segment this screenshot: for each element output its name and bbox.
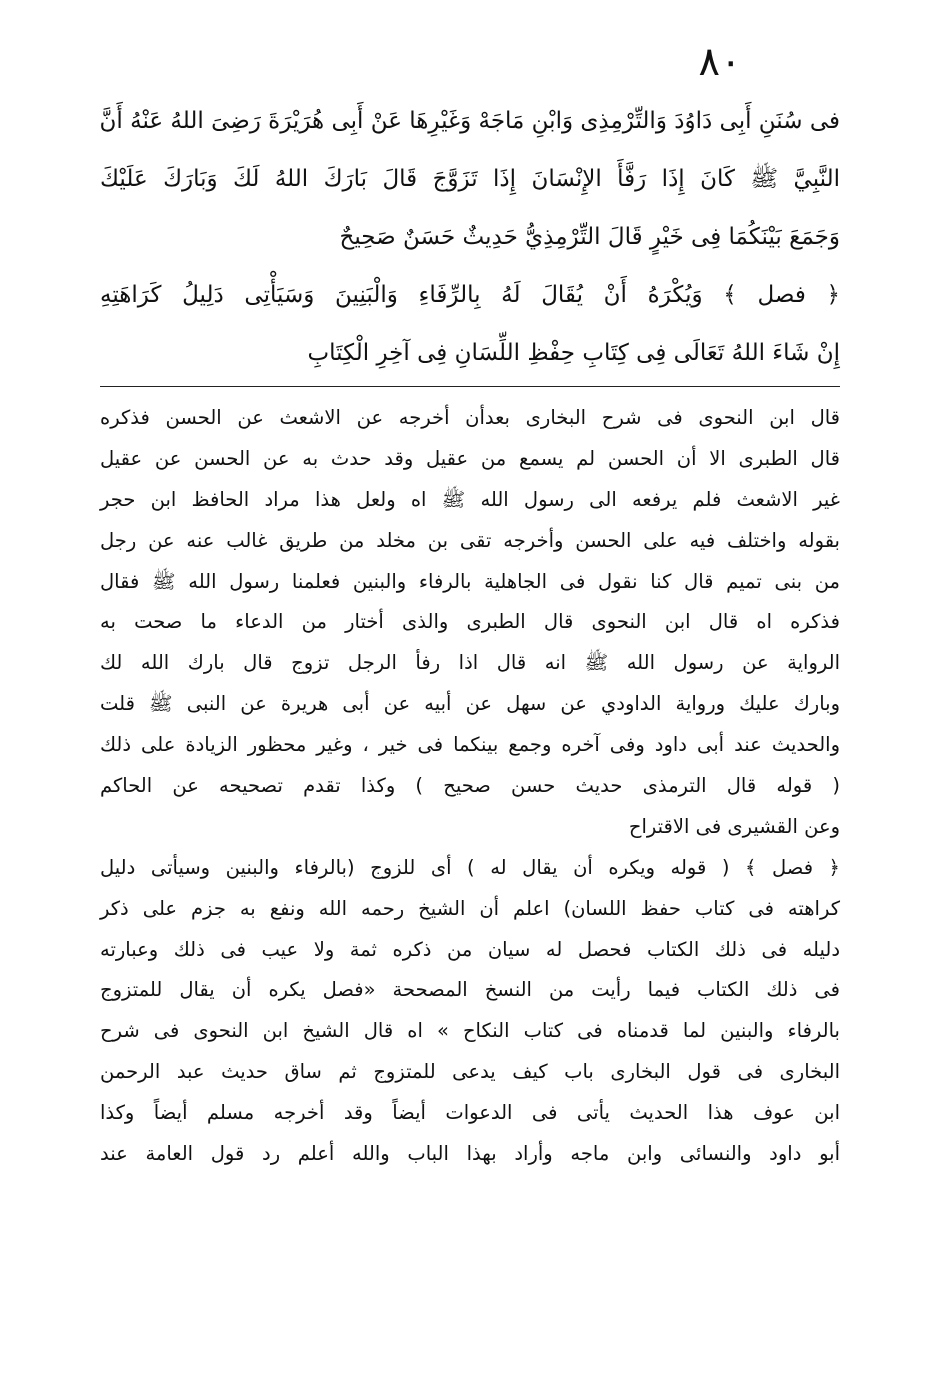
main-text-line: إِنْ شَاءَ اللهُ تَعَالَى فِى كِتَابِ حِفْظِ اللِّسَانِ فِى آخِرِ الْكِتَابِ — [307, 340, 840, 366]
commentary-line: قال الطبرى الا أن الحسن لم يسمع من عقيل وقد حدث به عن الحسن عن عقيل — [100, 446, 840, 470]
main-text-line: وَجَمَعَ بَيْنَكُمَا فِى خَيْرٍ قَالَ التِّرْمِذِيُّ حَدِيثٌ حَسَنٌ صَحِيحٌ — [339, 224, 840, 250]
commentary-line: ﴿ فصل ﴾ ( قوله ويكره أن يقال له ) أى للزوج (بالرفاء والبنين وسيأتى دليل — [100, 855, 840, 879]
commentary-line: وعن القشيرى فى الاقتراح — [628, 814, 840, 838]
commentary-line: ابن عوف هذا الحديث يأتى فى الدعوات أيضاً وقد أخرجه مسلم أيضاً وكذا — [100, 1101, 840, 1125]
main-text-line: فى سُنَنِ أَبِى دَاوُدَ وَالتِّرْمِذِى وَابْنِ مَاجَهْ وَغَيْرِهَا عَنْ أَبِى هُرَيْرَةَ رَضِىَ اللهُ عَنْهُ أَنَّ — [99, 108, 840, 134]
commentary-text — [100, 398, 840, 1175]
divider-line — [100, 386, 840, 387]
commentary-line: الرواية عن رسول الله ﷺ انه قال اذا رفأ الرجل تزوج قال بارك الله لك — [100, 651, 840, 675]
commentary-line: ( قوله قال الترمذى حديث حسن صحيح ) وكذا تقدم تصحيحه عن الحاكم — [100, 774, 840, 798]
commentary-line: أبو داود والنسائى وابن ماجه وأراد بهذا الباب والله أعلم رد قول العامة عند — [100, 1142, 840, 1166]
commentary-line: بالرفاء والبنين لما قدمناه فى كتاب النكاح » اه قال الشيخ ابن النحوى فى شرح — [100, 1019, 840, 1043]
page-number: ٨٠ — [698, 39, 742, 85]
commentary-line: فى ذلك الكتاب فيما رأيت من النسخ المصححة «فصل يكره أن يقال للمتزوج — [100, 978, 840, 1002]
commentary-line: دليله فى ذلك الكتاب فحصل له سيان من ذكره ثمة ولا عيب فى ذلك وعبارته — [100, 937, 840, 961]
commentary-line: كراهته فى كتاب حفظ اللسان) اعلم أن الشيخ رحمه الله ونفع به جزم على ذكر — [100, 896, 840, 920]
main-text-line: ﴿ فصل ﴾ وَيُكْرَهُ أَنْ يُقَالَ لَهُ بِالرِّفَاءِ وَالْبَنِينَ وَسَيَأْتِى دَلِيلُ كَرَاهَتِهِ — [100, 282, 840, 308]
commentary-line: بقوله واختلف فيه على الحسن وأخرجه تقى بن مخلد من طريق غالب عنه عن رجل — [100, 528, 840, 552]
commentary-line: وبارك عليك ورواية الداودي عن سهل عن أبيه عن أبى هريرة عن النبى ﷺ قلت — [100, 692, 840, 716]
commentary-line: والحديث عند أبى داود وفى آخره وجمع بينكما فى خير ، وغير محظور الزيادة على ذلك — [100, 733, 840, 757]
commentary-line: قال ابن النحوى فى شرح البخارى بعدأن أخرجه عن الاشعث عن الحسن فذكره — [100, 406, 840, 429]
commentary-line: البخارى فى قول البخارى باب كيف يدعى للمتزوج ثم ساق حديث عبد الرحمن — [100, 1060, 840, 1084]
commentary-line: من بنى تميم قال كنا نقول فى الجاهلية بالرفاء والبنين فعلمنا رسول الله ﷺ فقال — [100, 569, 840, 593]
main-text — [100, 92, 840, 382]
main-text-line: النَّبِيَّ ﷺ كَانَ إِذَا رَفَّأَ الإِنْسَانَ إِذَا تَزَوَّجَ قَالَ بَارَكَ اللهُ لَكَ وَبَارَكَ عَلَيْكَ — [100, 166, 840, 192]
commentary-line: غير الاشعث فلم يرفعه الى رسول الله ﷺ اه ولعل هذا مراد الحافظ ابن حجر — [100, 487, 840, 511]
commentary-line: فذكره اه قال ابن النحوى قال الطبرى والذى أختار من الدعاء ما صحت به — [100, 610, 840, 634]
